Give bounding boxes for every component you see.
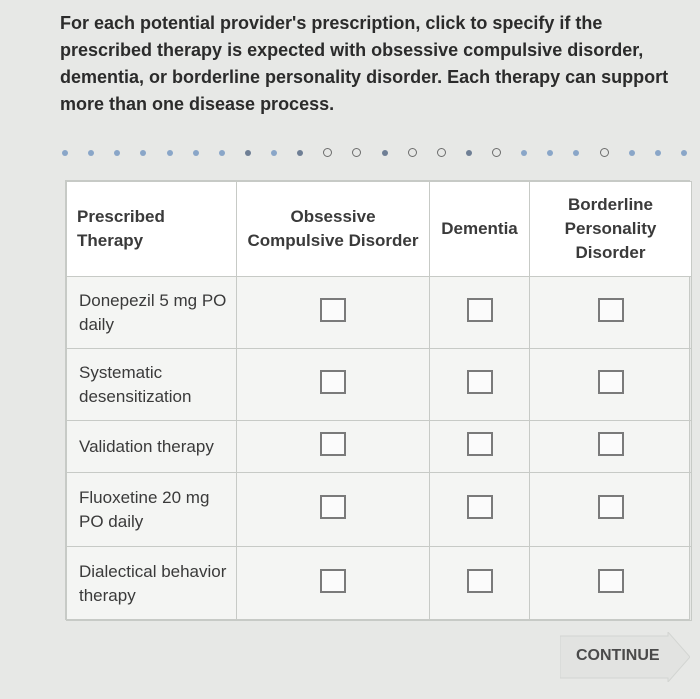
header-bpd: Borderline Personality Disorder xyxy=(530,182,692,277)
instructions-text: For each potential provider's prescription, click to specify if the prescribed therapy is expected with obsessive compulsive disorder, dementia, or borderline personality disorder. Each therapy can support more than one disease process. xyxy=(60,13,669,114)
progress-dot xyxy=(114,150,120,156)
progress-dot xyxy=(600,148,609,157)
progress-dot xyxy=(352,148,361,157)
bpd-checkbox[interactable] xyxy=(598,432,624,456)
table-row xyxy=(67,547,692,621)
table-row xyxy=(67,349,692,421)
table-row xyxy=(67,473,692,547)
progress-indicator xyxy=(62,148,687,157)
ocd-checkbox[interactable] xyxy=(320,298,346,322)
header-dementia: Dementia xyxy=(430,182,530,277)
dementia-checkbox[interactable] xyxy=(467,432,493,456)
progress-dot xyxy=(521,150,527,156)
bpd-checkbox[interactable] xyxy=(598,569,624,593)
progress-dot xyxy=(437,148,446,157)
bpd-checkbox[interactable] xyxy=(598,495,624,519)
progress-dot xyxy=(323,148,332,157)
continue-label: CONTINUE xyxy=(576,647,660,664)
therapy-label: Validation therapy xyxy=(67,421,237,473)
therapy-matrix xyxy=(65,180,690,620)
progress-dot xyxy=(408,148,417,157)
ocd-checkbox[interactable] xyxy=(320,569,346,593)
ocd-checkbox[interactable] xyxy=(320,370,346,394)
progress-dot xyxy=(492,148,501,157)
therapy-label: Donepezil 5 mg PO daily xyxy=(67,277,237,349)
bpd-checkbox[interactable] xyxy=(598,298,624,322)
dementia-checkbox[interactable] xyxy=(467,495,493,519)
bpd-checkbox[interactable] xyxy=(598,370,624,394)
progress-dot xyxy=(167,150,173,156)
progress-dot xyxy=(245,150,251,156)
progress-dot xyxy=(140,150,146,156)
dementia-checkbox[interactable] xyxy=(467,298,493,322)
progress-dot xyxy=(88,150,94,156)
progress-dot xyxy=(681,150,687,156)
progress-dot xyxy=(297,150,303,156)
table-row xyxy=(67,421,692,473)
dementia-checkbox[interactable] xyxy=(467,569,493,593)
progress-dot xyxy=(573,150,579,156)
dementia-checkbox[interactable] xyxy=(467,370,493,394)
progress-dot xyxy=(466,150,472,156)
header-prescribed-therapy: Prescribed Therapy xyxy=(67,182,237,277)
therapy-label: Systematic desensitization xyxy=(67,349,237,421)
progress-dot xyxy=(629,150,635,156)
header-ocd: Obsessive Compulsive Disorder xyxy=(237,182,430,277)
progress-dot xyxy=(62,150,68,156)
therapy-label: Dialectical behavior therapy xyxy=(67,547,237,621)
progress-dot xyxy=(219,150,225,156)
progress-dot xyxy=(655,150,661,156)
progress-dot xyxy=(547,150,553,156)
progress-dot xyxy=(193,150,199,156)
progress-dot xyxy=(382,150,388,156)
progress-dot xyxy=(271,150,277,156)
ocd-checkbox[interactable] xyxy=(320,495,346,519)
ocd-checkbox[interactable] xyxy=(320,432,346,456)
continue-button[interactable] xyxy=(560,632,690,682)
therapy-label: Fluoxetine 20 mg PO daily xyxy=(67,473,237,547)
table-row xyxy=(67,277,692,349)
